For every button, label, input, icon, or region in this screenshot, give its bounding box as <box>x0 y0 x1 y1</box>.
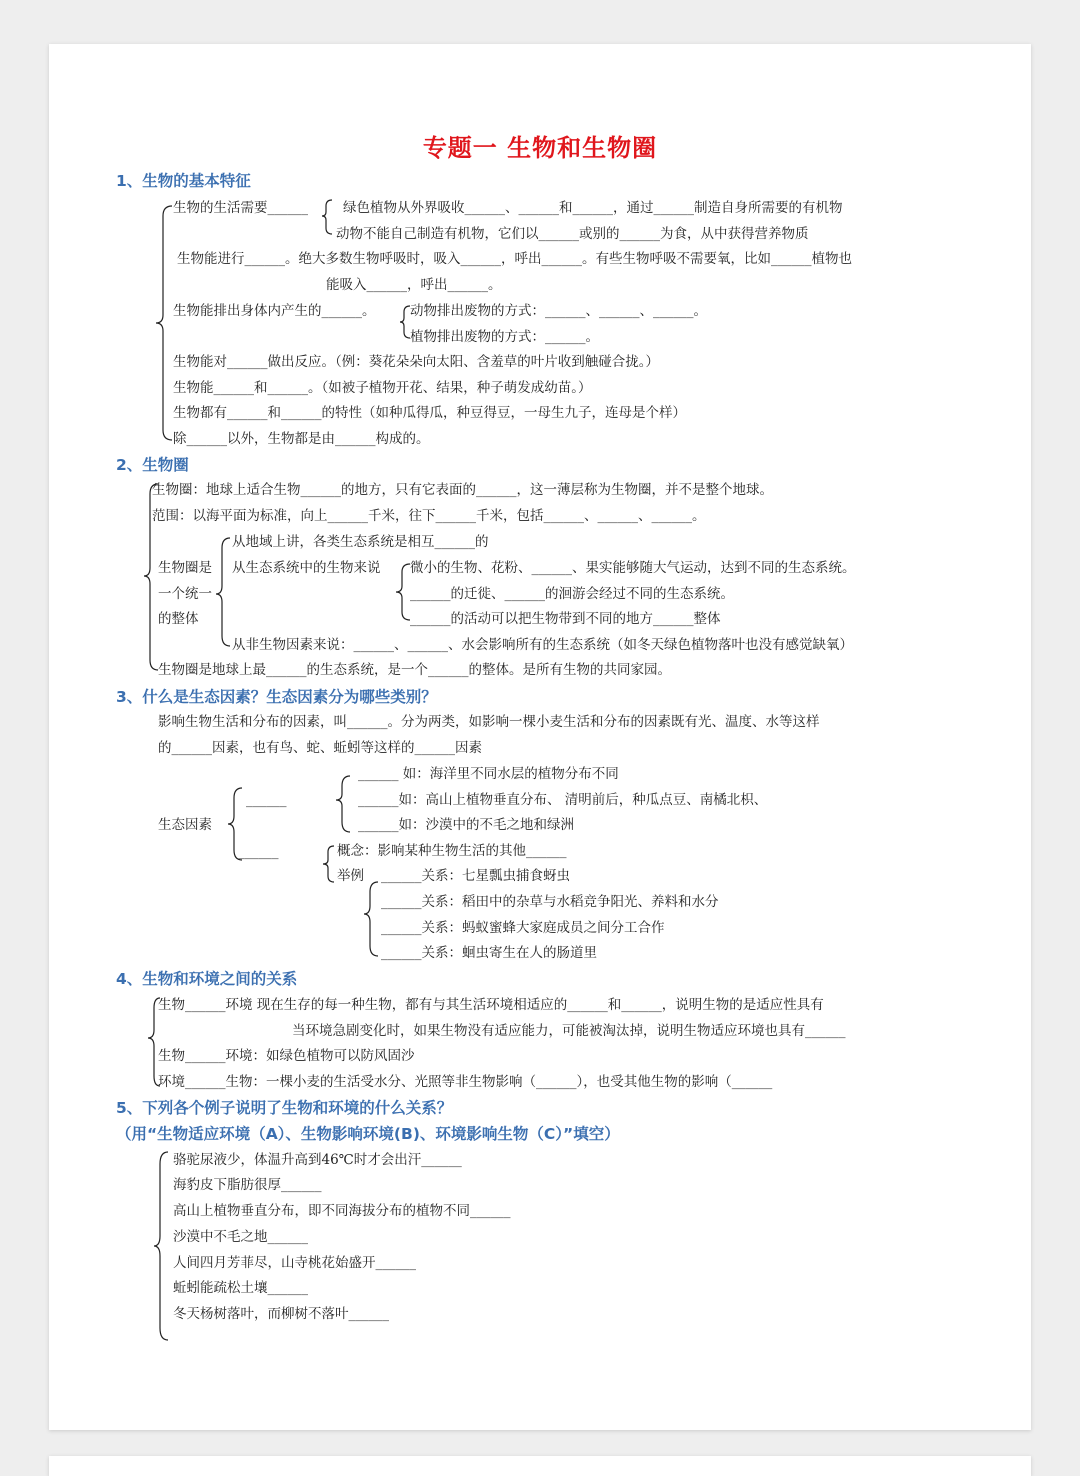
s5-item: 蚯蚓能疏松土壤______ <box>173 1280 308 1296</box>
s2-line-organisms: 从生态系统中的生物来说 <box>232 560 381 576</box>
s1-line-needs: 生物的生活需要______ <box>173 200 308 216</box>
s5-item: 骆驼尿液少，体温升高到46℃时才会出汗______ <box>173 1152 462 1168</box>
s1-line-respire-2: 能吸入______，呼出______。 <box>326 277 502 293</box>
s3-biotic-example: 举例 <box>337 868 364 884</box>
s2-line-region: 从地域上讲，各类生态系统是相互______的 <box>232 534 489 550</box>
section-5-instruction: （用“生物适应环境（A）、生物影响环境(B)、环境影响生物（C）”填空） <box>116 1125 620 1143</box>
s2-whole-2: 一个统一 <box>158 586 212 602</box>
s2-line-pollen: 微小的生物、花粉、______、果实能够随大气运动，达到不同的生态系统。 <box>410 560 856 576</box>
s2-whole-3: 的整体 <box>158 611 199 627</box>
s3-root-label: 生态因素 <box>158 817 212 833</box>
section-3-heading: 3、什么是生态因素？生态因素分为哪些类别？ <box>116 688 437 706</box>
s3-biotic-concept: 概念：影响某种生物生活的其他______ <box>337 843 567 859</box>
s1-line-response: 生物能对______做出反应。（例：葵花朵朵向太阳、含羞草的叶片收到触碰合拢。） <box>173 354 659 370</box>
section-5-heading: 5、下列各个例子说明了生物和环境的什么关系？ <box>116 1099 453 1117</box>
page-title: 专题一 生物和生物圈 <box>422 134 658 162</box>
s1-line-heredity: 生物都有______和______的特性（如种瓜得瓜，种豆得豆，一母生九子，连母是个样） <box>173 405 686 421</box>
s1-line-respire: 生物能进行______。绝大多数生物呼吸时，吸入______，呼出______。有些生物呼吸不需要氧，比如______植物也 <box>177 251 852 267</box>
s4-line-adapt: 生物______环境 现在生存的每一种生物，都有与其生活环境相适应的______和______，说明生物的是适应性具有 <box>158 997 824 1013</box>
s5-item: 高山上植物垂直分布，即不同海拔分布的植物不同______ <box>173 1203 511 1219</box>
s5-item: 冬天杨树落叶，而柳树不落叶______ <box>173 1306 389 1322</box>
s3-para-2: 的______因素，也有鸟、蛇、蚯蚓等这样的______因素 <box>158 740 482 756</box>
section-4-heading: 4、生物和环境之间的关系 <box>116 970 298 988</box>
s3-abiotic-1: ______ 如：海洋里不同水层的植物分布不同 <box>358 766 619 782</box>
s3-relation-predation: ______关系：七星瓢虫捕食蚜虫 <box>381 868 570 884</box>
s3-relation-cooperation: ______关系：蚂蚁蜜蜂大家庭成员之间分工合作 <box>381 920 665 936</box>
s5-item: 沙漠中不毛之地______ <box>173 1229 308 1245</box>
s1-line-waste: 生物能排出身体内产生的______。 <box>173 303 376 319</box>
s2-whole-1: 生物圈是 <box>158 560 212 576</box>
s3-para-1: 影响生物生活和分布的因素，叫______。分为两类，如影响一棵小麦生活和分布的因素既有光、温度、水等这样 <box>158 714 820 730</box>
s1-line-cells: 除______以外，生物都是由______构成的。 <box>173 431 430 447</box>
s3-category-1: ______ <box>246 792 287 808</box>
s1-line-animal-waste: 动物排出废物的方式：______、______、______。 <box>410 303 707 319</box>
s5-item: 海豹皮下脂肪很厚______ <box>173 1177 322 1193</box>
s4-line-adapt-2: 当环境急剧变化时，如果生物没有适应能力，可能被淘汰掉，说明生物适应环境也具有______ <box>292 1023 846 1039</box>
s5-item: 人间四月芳菲尽，山寺桃花始盛开______ <box>173 1255 416 1271</box>
s1-line-plant-waste: 植物排出废物的方式：______。 <box>410 329 599 345</box>
s4-line-affect-env: 生物______环境：如绿色植物可以防风固沙 <box>158 1048 415 1064</box>
s3-relation-competition: ______关系：稻田中的杂草与水稻竞争阳光、养料和水分 <box>381 894 719 910</box>
s1-line-grow: 生物能______和______。（如被子植物开花、结果，种子萌发成幼苗。） <box>173 380 592 396</box>
s3-abiotic-3: ______如：沙漠中的不毛之地和绿洲 <box>358 817 574 833</box>
s2-line-abiotic: 从非生物因素来说：______、______、水会影响所有的生态系统（如冬天绿色植物落叶也没有感觉缺氧） <box>232 637 853 653</box>
s2-line-biosphere: 生物圈：地球上适合生物______的地方，只有它表面的______，这一薄层称为生物圈，并不是整个地球。 <box>152 482 773 498</box>
s3-category-2: ______ <box>238 844 279 860</box>
s3-abiotic-2: ______如：高山上植物垂直分布、 清明前后，种瓜点豆、南橘北枳、 <box>358 792 768 808</box>
s2-line-migration: ______的迁徙、______的洄游会经过不同的生态系统。 <box>410 586 734 602</box>
s2-line-range: 范围：以海平面为标准，向上______千米，往下______千米，包括______、______、______。 <box>152 508 706 524</box>
s3-relation-parasitism: ______关系：蛔虫寄生在人的肠道里 <box>381 945 597 961</box>
section-1-heading: 1、生物的基本特征 <box>116 172 251 190</box>
s4-line-env-affect: 环境______生物：一棵小麦的生活受水分、光照等非生物影响（______），也受其他生物的影响（______ <box>158 1074 773 1090</box>
s2-line-activity: ______的活动可以把生物带到不同的地方______整体 <box>410 611 721 627</box>
section-2-heading: 2、生物圈 <box>116 456 189 474</box>
s2-line-largest: 生物圈是地球上最______的生态系统，是一个______的整体。是所有生物的共同家园。 <box>158 662 671 678</box>
s1-line-plants: 绿色植物从外界吸收______、______和______，通过______制造自身所需要的有机物 <box>343 200 843 216</box>
s1-line-animals: 动物不能自己制造有机物，它们以______或别的______为食，从中获得营养物质 <box>336 226 809 242</box>
